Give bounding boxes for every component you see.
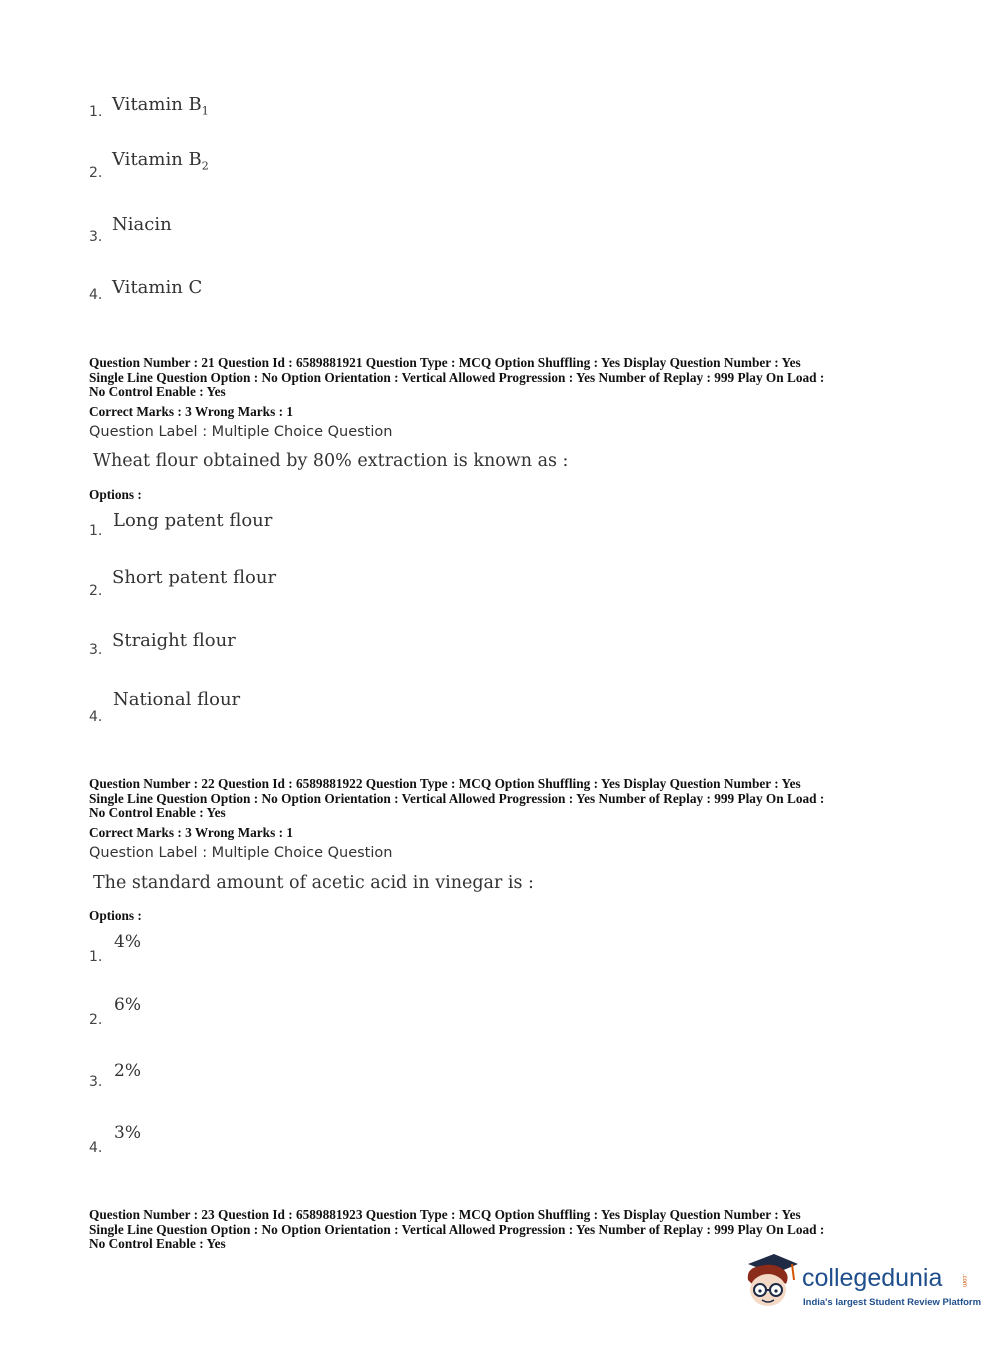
question-meta: [89, 356, 919, 400]
option-text: National flour: [113, 689, 241, 710]
option-number: 3.: [89, 642, 103, 658]
option-number: 4.: [89, 287, 103, 303]
mascot-icon: [740, 1250, 800, 1314]
logo-wordmark: collegedunia: [802, 1264, 943, 1292]
option-text: 6%: [114, 995, 141, 1015]
meta-line: Question Number : 21 Question Id : 6589881921 Question Type : MCQ Option Shuffling : Yes Display Question Number : Yes: [89, 355, 801, 370]
meta-line: Question Number : 22 Question Id : 6589881922 Question Type : MCQ Option Shuffling : Yes Display Question Number : Yes: [89, 776, 801, 791]
meta-line: Single Line Question Option : No Option Orientation : Vertical Allowed Progression : Yes Number of Replay : 999 Play On Load :: [89, 790, 825, 806]
meta-line: No Control Enable : Yes: [89, 1236, 226, 1251]
logo-suffix: .com: [961, 1274, 967, 1288]
question-marks: Correct Marks : 3 Wrong Marks : 1: [89, 825, 293, 840]
meta-line: Single Line Question Option : No Option Orientation : Vertical Allowed Progression : Yes Number of Replay : 999 Play On Load :: [89, 369, 825, 385]
option-text: Straight flour: [112, 630, 236, 651]
option-number: 2.: [89, 583, 103, 599]
option-number: 1.: [89, 104, 103, 120]
option-text: Long patent flour: [113, 510, 273, 531]
options-heading: Options :: [89, 487, 142, 502]
meta-line: Question Number : 23 Question Id : 6589881923 Question Type : MCQ Option Shuffling : Yes Display Question Number : Yes: [89, 1207, 801, 1222]
logo-tagline: India's largest Student Review Platform: [803, 1297, 982, 1308]
option-text: 2%: [114, 1061, 141, 1081]
option-number: 2.: [89, 165, 103, 181]
option-number: 1.: [89, 523, 103, 539]
option-text: Short patent flour: [112, 567, 277, 588]
options-heading: Options :: [89, 908, 142, 923]
option-number: 3.: [89, 229, 103, 245]
question-meta: [89, 777, 919, 821]
meta-line: Single Line Question Option : No Option Orientation : Vertical Allowed Progression : Yes Number of Replay : 999 Play On Load :: [89, 1221, 825, 1237]
option-number: 1.: [89, 949, 103, 965]
option-text: Niacin: [112, 214, 172, 235]
question-meta: [89, 1208, 919, 1252]
option-text: Vitamin $B_1$: [112, 94, 209, 118]
option-number: 2.: [89, 1012, 103, 1028]
option-number: 3.: [89, 1074, 103, 1090]
option-text: Vitamin C: [112, 277, 203, 298]
option-text: Vitamin $B_2$: [112, 149, 209, 173]
question-text: The standard amount of acetic acid in vinegar is :: [93, 873, 534, 893]
question-text: Wheat flour obtained by 80% extraction is known as :: [93, 451, 569, 471]
option-text: 3%: [114, 1123, 141, 1143]
option-text: 4%: [114, 932, 141, 952]
meta-line: No Control Enable : Yes: [89, 384, 226, 399]
question-label: Question Label : Multiple Choice Question: [89, 424, 393, 440]
question-label: Question Label : Multiple Choice Question: [89, 845, 393, 861]
meta-line: No Control Enable : Yes: [89, 805, 226, 820]
option-number: 4.: [89, 1140, 103, 1156]
question-marks: Correct Marks : 3 Wrong Marks : 1: [89, 404, 293, 419]
option-number: 4.: [89, 709, 103, 725]
